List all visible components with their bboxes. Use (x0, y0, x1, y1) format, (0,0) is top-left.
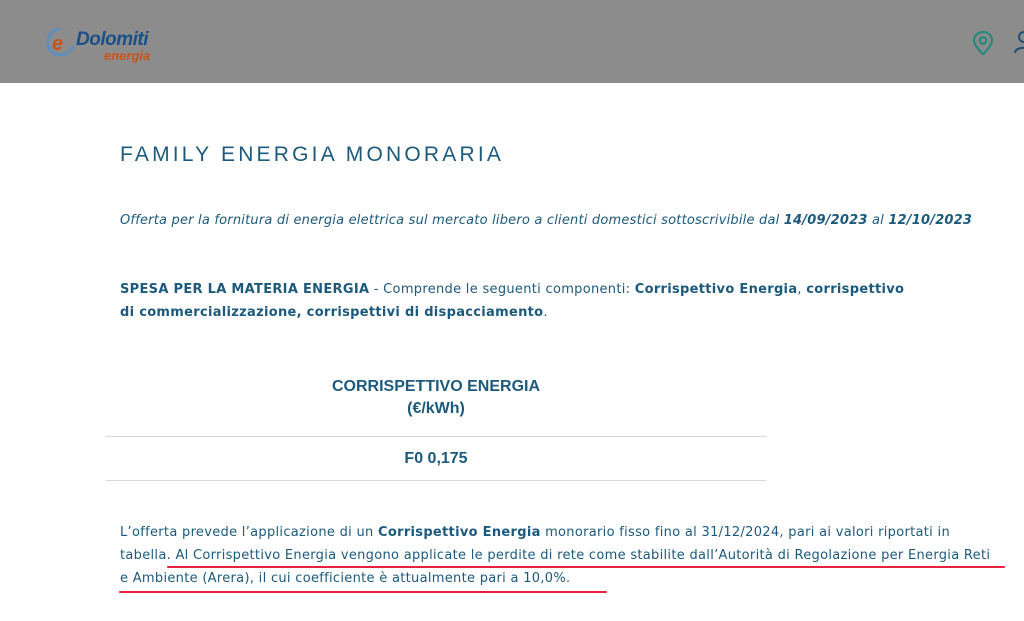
svg-text:e: e (52, 33, 64, 55)
subtitle-text: Offerta per la fornitura di energia elettrica sul mercato libero a clienti domestici sottoscrivibile dal (120, 213, 784, 228)
section-heading: SPESA PER LA MATERIA ENERGIA (120, 282, 370, 297)
user-icon[interactable] (1013, 30, 1024, 54)
dolomiti-energia-logo[interactable] (46, 24, 176, 68)
table-header-unit: (€/kWh) (407, 400, 465, 417)
section-intro: - Comprende le seguenti componenti: (369, 282, 635, 297)
logo-mark-icon (46, 26, 76, 58)
logo-brand-text: Dolomiti (76, 29, 148, 50)
highlight-underline-1 (167, 566, 1005, 568)
offer-description (120, 521, 1000, 590)
subtitle-date-to: 12/10/2023 (888, 213, 973, 228)
table-header-title: CORRISPETTIVO ENERGIA (331, 378, 541, 395)
energy-cost-section (120, 278, 920, 324)
location-pin-icon[interactable] (971, 30, 995, 56)
offer-subtitle (120, 213, 972, 228)
price-table (106, 372, 766, 481)
site-header (0, 0, 1024, 83)
logo-sub-text: energia (104, 48, 151, 63)
subtitle-mid: al (867, 213, 889, 228)
table-value-cell: F0 0,175 (404, 450, 468, 467)
desc-part-1: L’offerta prevede l’applicazione di un (120, 525, 379, 540)
section-separator: , (797, 282, 807, 297)
section-component-2: corrispettivo di commercializzazione, corrispettivi di dispacciamento (120, 282, 905, 320)
page-title: FAMILY ENERGIA MONORARIA (120, 143, 505, 166)
table-bottom-divider (106, 480, 766, 481)
highlight-underline-2 (119, 591, 607, 593)
section-end: . (543, 305, 548, 320)
subtitle-date-from: 14/09/2023 (783, 213, 868, 228)
section-component-1: Corrispettivo Energia (634, 282, 798, 297)
desc-part-2: monorario fisso fino al 31/12/2024, pari ai valori riportati in tabella. Al Corrispettivo Energia vengono applicate le perdite di rete come stabilite dall’Autorità di Regolazione per Energia Reti e Ambiente (Arera), il cui coefficiente è attualmente pari a 10,0%. (120, 525, 991, 586)
table-header (106, 372, 766, 436)
desc-bold-term: Corrispettivo Energia (378, 525, 541, 540)
